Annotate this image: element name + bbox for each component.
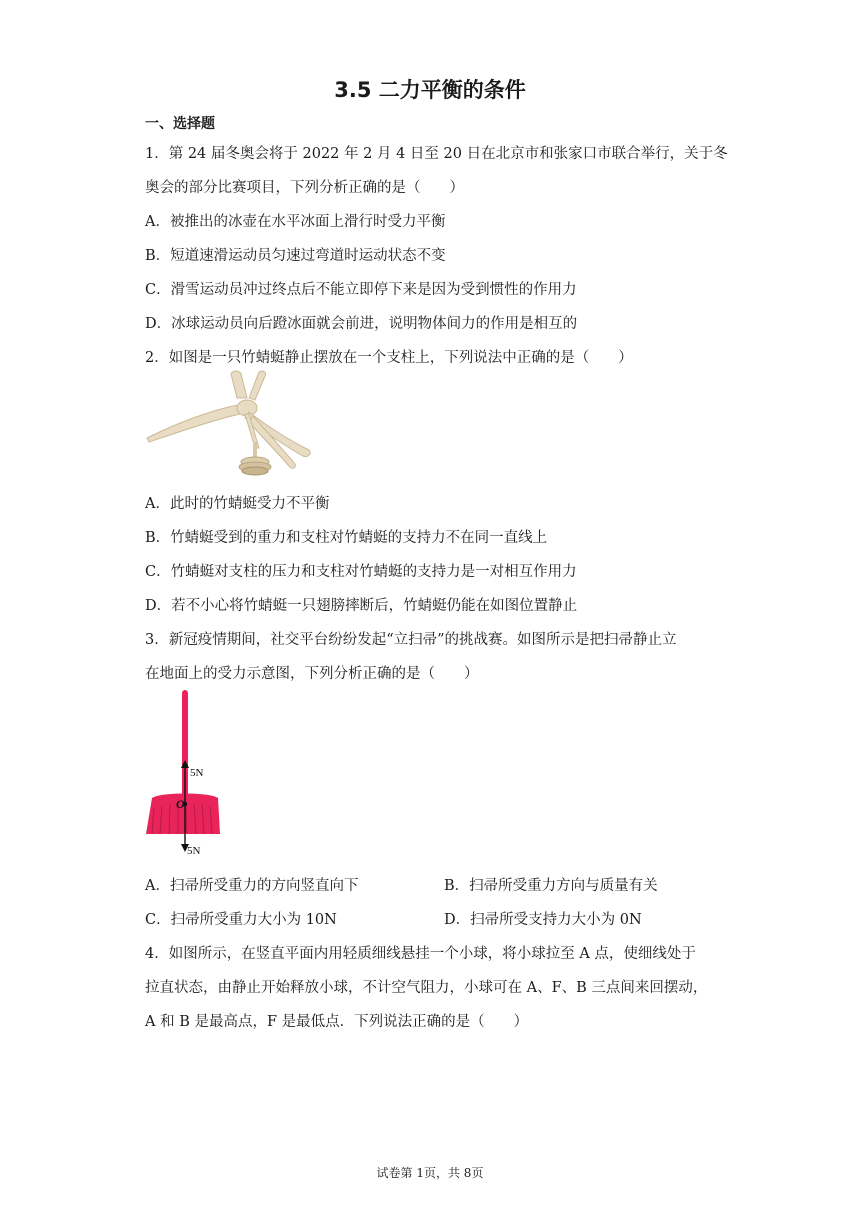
q3-option-d: D．扫帚所受支持力大小为 0N: [444, 912, 642, 928]
q1-stem-line2: 奥会的部分比赛项目，下列分析正确的是（ ）: [145, 180, 464, 196]
q2-stem-line1: 2．如图是一只竹蜻蜓静止摆放在一个支柱上，下列说法中正确的是（ ）: [145, 350, 633, 366]
q3-stem-line2: 在地面上的受力示意图，下列分析正确的是（ ）: [145, 666, 479, 682]
q4-stem-line1: 4．如图所示，在竖直平面内用轻质细线悬挂一个小球，将小球拉至 A 点，使细线处于: [145, 946, 696, 962]
q1-option-c: C．滑雪运动员冲过终点后不能立即停下来是因为受到惯性的作用力: [145, 282, 577, 298]
q1-option-a: A．被推出的冰壶在水平冰面上滑行时受力平衡: [145, 214, 446, 230]
q3-stem-line1: 3．新冠疫情期间，社交平台纷纷发起“立扫帚”的挑战赛。如图所示是把扫帚静止立: [145, 632, 677, 648]
q1-stem-line1: 1．第 24 届冬奥会将于 2022 年 2 月 4 日至 20 日在北京市和张家口市联合举行，关于冬: [145, 146, 728, 162]
q3-option-a: A．扫帚所受重力的方向竖直向下: [145, 878, 359, 894]
page-footer: 试卷第 1页，共 8页: [376, 1166, 484, 1180]
q2-option-c: C．竹蜻蜓对支柱的压力和支柱对竹蜻蜓的支持力是一对相互作用力: [145, 564, 577, 580]
q2-option-b: B．竹蜻蜓受到的重力和支柱对竹蜻蜓的支持力不在同一直线上: [145, 530, 548, 546]
q3-option-c: C．扫帚所受重力大小为 10N: [145, 912, 337, 928]
q1-option-b: B．短道速滑运动员匀速过弯道时运动状态不变: [145, 248, 446, 264]
q3-option-b: B．扫帚所受重力方向与质量有关: [444, 878, 658, 894]
bamboo-dragonfly-figure: [145, 368, 315, 476]
q2-option-a: A．此时的竹蜻蜓受力不平衡: [145, 496, 330, 512]
q4-stem-line2: 拉直状态，由静止开始释放小球，不计空气阻力，小球可在 A、F、B 三点间来回摆动，: [145, 980, 708, 996]
force-label-up: 5N: [190, 767, 204, 779]
page-title: 3.5 二力平衡的条件: [334, 78, 526, 102]
section-heading: 一、选择题: [145, 116, 215, 132]
q2-option-d: D．若不小心将竹蜻蜓一只翅膀摔断后，竹蜻蜓仍能在如图位置静止: [145, 598, 578, 614]
force-label-down: 5N: [187, 845, 201, 857]
broom-force-diagram: [140, 686, 240, 858]
q1-option-d: D．冰球运动员向后蹬冰面就会前进，说明物体间力的作用是相互的: [145, 316, 578, 332]
q4-stem-line3: A 和 B 是最高点，F 是最低点．下列说法正确的是（ ）: [145, 1014, 529, 1030]
point-label-o: O: [176, 797, 185, 811]
